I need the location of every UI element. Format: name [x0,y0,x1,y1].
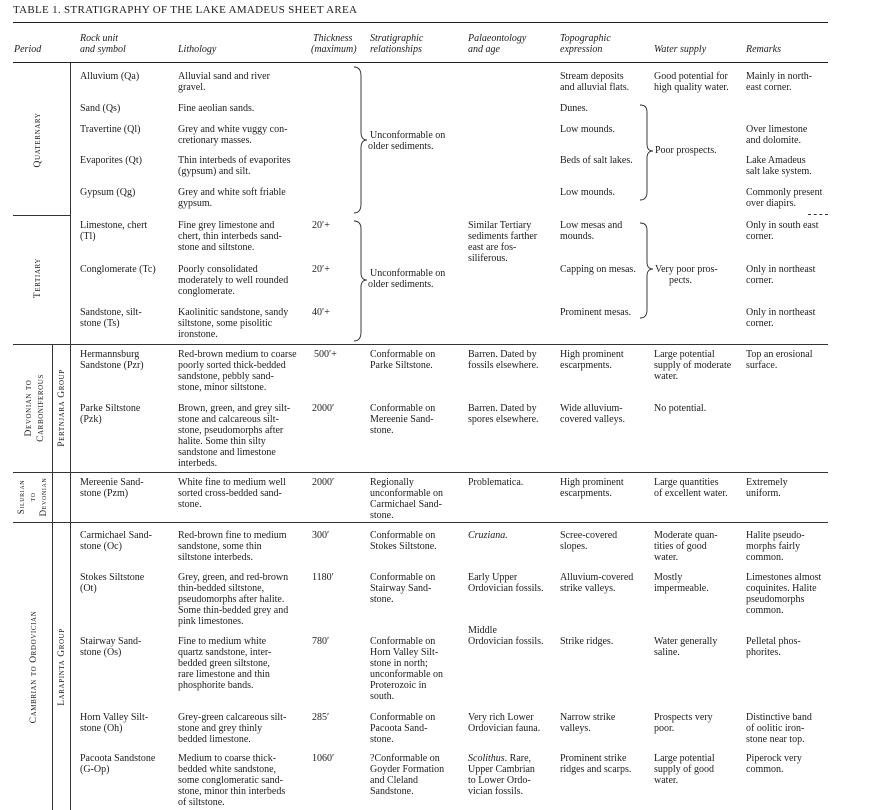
water-line: Large potential [654,349,715,360]
strat-line: Stairway Sand- [370,583,432,594]
header-topo-1: Topographic [560,33,611,44]
remarks-line: Over limestone [746,124,808,135]
quaternary-water-text: Poor prospects. [655,145,717,156]
palaeo-line: Barren. Dated by [468,403,537,414]
unit-line: (Pzk) [80,414,102,425]
lith-line: stone, minor siltstone. [178,382,267,393]
thickness-value: 300′ [312,530,330,541]
remarks-line: east corner. [746,82,792,93]
strat-line: Conformable on [370,403,436,414]
remarks-line: surface. [746,360,778,371]
remarks-line: pseudomorphs [746,594,805,605]
lith-line: pseudomorphs after halite. [178,594,285,605]
lith-line: siltstone, some pisolitic [178,318,273,329]
strat-line: Carmichael Sand- [370,499,442,510]
strat-line: stone. [370,594,394,605]
period-rule-cambrian [13,522,828,523]
lith-line: Medium to coarse thick- [178,753,277,764]
unit-line: Pacoota Sandstone [80,753,156,764]
remarks-line: uniform. [746,488,781,499]
group-column-line-larapinta [52,523,53,810]
period-tertiary: Tertiary [33,257,43,299]
lith-line: Brown, green, and grey silt- [178,403,291,414]
lith-line: thin-bedded siltstone, [178,583,265,594]
remarks-line: morphs fairly [746,541,801,552]
lith-line: interbeds. [178,458,218,469]
unit-line: stone (Ts) [80,318,120,329]
unit-line: Limestone, chert [80,220,148,231]
thickness-value: 780′ [312,636,330,647]
header-water: Water supply [654,44,707,55]
header-lithology: Lithology [178,44,217,55]
strat-line: Conformable on [370,712,436,723]
strat-line: Conformable on [370,349,436,360]
lith-line: gypsum. [178,198,213,209]
water-line: water. [654,552,679,563]
unit-line: Sandstone, silt- [80,307,142,318]
header-period: Period [14,44,42,55]
period-cambrian: Cambrian to Ordovician [29,610,39,724]
header-strat-1: Stratigraphic [370,33,424,44]
lith-line: conglomerate. [178,286,235,297]
unit-line: Sandstone (Pzr) [80,360,144,371]
topo-line: High prominent [560,349,624,360]
unit-line: Mereenie Sand- [80,477,144,488]
lith-line: Red-brown fine to medium [178,530,287,541]
period-silurian-3: Devonian [38,477,48,517]
remarks-line: Only in south east [746,220,819,231]
period-column-line [70,63,71,810]
strat-line: Conformable on [370,572,436,583]
strat-line: Parke Siltstone. [370,360,433,371]
thickness-value: 500′+ [314,349,337,360]
strat-line: Goyder Formation [370,764,445,775]
group-column-line-silurian [52,473,53,522]
lith-line: Some thin-bedded grey and [178,605,289,616]
remarks-line: of oolitic iron- [746,723,805,734]
water-line: Prospects very [654,712,713,723]
unit-line: (Ot) [80,583,97,594]
strat-line: Regionally [370,477,414,488]
lith-line: stone and siltstone. [178,242,255,253]
group-pertnjara: Pertnjara Group [57,369,67,447]
remarks-line: salt lake system. [746,166,812,177]
period-rule-tertiary [13,215,71,216]
tertiary-strat-text-1: Unconformable on [370,268,446,279]
topo-line: Prominent strike [560,753,627,764]
remarks-line: common. [746,605,784,616]
remarks-line: Commonly present [746,187,823,198]
palaeo-line: Ordovician fossils. [468,583,544,594]
strat-line: Horn Valley Silt- [370,647,439,658]
water-line: No potential. [654,403,707,414]
topo-line: High prominent [560,477,624,488]
lith-line: gravel. [178,82,206,93]
remarks-line: phorites. [746,647,781,658]
strat-line: Sandstone. [370,786,414,797]
palaeo-line: vician fossils. [468,786,523,797]
palaeo-line: Ordovician fossils. [468,636,544,647]
lith-line: quartz sandstone, inter- [178,647,272,658]
lith-line: White fine to medium well [178,477,286,488]
palaeo-line: Ordovician fauna. [468,723,541,734]
lith-line: Kaolinitic sandstone, sandy [178,307,289,318]
lith-line: sandstone, some thin [178,541,262,552]
remarks-line: corner. [746,318,774,329]
lith-line: Fine grey limestone and [178,220,275,231]
topo-line: and alluvial flats. [560,82,630,93]
strat-line: Pacoota Sand- [370,723,428,734]
quaternary-strat-text-1: Unconformable on [370,130,446,141]
strat-line: unconformable on [370,488,444,499]
remarks-line: Limestones almost [746,572,822,583]
lith-line: (gypsum) and silt. [178,166,251,177]
remarks-line: coquinites. Halite [746,583,817,594]
header-rule [13,62,828,63]
unit-line: Sand (Qs) [80,103,121,114]
header-strat-2: relationships [370,44,422,55]
lith-line: Fine aeolian sands. [178,103,255,114]
lith-line: sandstone and limestone [178,447,276,458]
period-silurian-1: Silurian [16,479,26,515]
header-thickness-1: Thickness [313,33,353,44]
remarks-line: corner. [746,275,774,286]
tertiary-water-text-1: Very poor pros- [655,264,718,275]
strat-line: stone. [370,425,394,436]
lith-line: phosphorite bands. [178,680,254,691]
palaeo-line: fossils elsewhere. [468,360,539,371]
palaeo-line: Very rich Lower [468,712,534,723]
header-palaeo-2: and age [468,44,500,55]
group-larapinta: Larapinta Group [57,628,67,706]
lith-line: halite. Some thin silty [178,436,266,447]
topo-line: Dunes. [560,103,589,114]
unit-line: Alluvium (Qa) [80,71,140,82]
strat-line: south. [370,691,395,702]
remarks-line: common. [746,552,784,563]
lith-line: ironstone. [178,329,218,340]
thickness-value: 1180′ [312,572,334,583]
water-line: high quality water. [654,82,729,93]
thickness-value: 2000′ [312,477,335,488]
header-topo-2: expression [560,44,603,55]
water-line: saline. [654,647,680,658]
water-line: supply of moderate [654,360,732,371]
period-devonian-2: Carboniferous [36,374,46,442]
genus-name: Scolithus [468,753,505,764]
thickness-value: 1060′ [312,753,335,764]
palaeo-line: Problematica. [468,477,524,488]
lith-line: Fine to medium white [178,636,267,647]
topo-line: Strike ridges. [560,636,614,647]
period-devonian-1: Devonian to [24,379,34,437]
header-palaeo-1: Palaeontology [468,33,527,44]
header-thickness-2: (maximum) [311,44,357,55]
remarks-line: corner. [746,231,774,242]
quaternary-strat-text-2: older sediments. [368,141,434,152]
period-silurian-2: to [27,492,37,502]
topo-line: Stream deposits [560,71,624,82]
period-rule-devonian [13,344,828,345]
unit-line: Travertine (Ql) [80,124,141,135]
strat-line: ?Conformable on [370,753,440,764]
strat-line: Mereenie Sand- [370,414,434,425]
remarks-line: Lake Amadeus [746,155,806,166]
lith-line: Grey and white soft friable [178,187,286,198]
lith-line: Thin interbeds of evaporites [178,155,291,166]
unit-line: Stokes Siltstone [80,572,145,583]
palaeo-line: to Lower Ordo- [468,775,531,786]
thickness-value: 285′ [312,712,330,723]
lith-line: sorted cross-bedded sand- [178,488,282,499]
lith-line: moderately to well rounded [178,275,289,286]
lith-line: of siltstone. [178,797,225,808]
top-rule [13,22,828,23]
lith-line: stone and calcareous silt- [178,414,279,425]
topo-line: Wide alluvium- [560,403,623,414]
lith-line: bedded limestone. [178,734,251,745]
thickness-value: 20′+ [312,220,330,231]
topo-line: Beds of salt lakes. [560,155,633,166]
palaeo-line: spores elsewhere. [468,414,539,425]
period-rule-silurian [13,472,828,473]
unit-line: Parke Siltstone [80,403,141,414]
unit-line: Stairway Sand- [80,636,142,647]
topo-line: Low mesas and [560,220,623,231]
lith-line: stone, minor thin interbeds [178,786,286,797]
lith-line: sandstone, pebbly sand- [178,371,274,382]
water-line: Large quantities [654,477,719,488]
unit-line: Carmichael Sand- [80,530,152,541]
lith-line: poorly sorted thick-bedded [178,360,286,371]
lith-line: Grey and white vuggy con- [178,124,288,135]
water-line: impermeable. [654,583,709,594]
palaeo-line: Similar Tertiary [468,220,532,231]
unit-line: stone (Oc) [80,541,122,552]
remarks-line: Mainly in north- [746,71,813,82]
remarks-line: Halite pseudo- [746,530,805,541]
water-line: Good potential for [654,71,728,82]
topo-line: mounds. [560,231,595,242]
strat-line: stone. [370,734,394,745]
lith-line: pink limestones. [178,616,244,627]
lith-line: some conglomeratic sand- [178,775,283,786]
strat-line: and Cleland [370,775,419,786]
lith-line: stone, pseudomorphs after [178,425,284,436]
strat-line: stone in north; [370,658,428,669]
palaeo-line: siliferous. [468,253,508,264]
topo-line: Narrow strike [560,712,616,723]
lith-line: bedded white sandstone, [178,764,277,775]
brace-quaternary-strat [352,66,372,214]
unit-line: Evaporites (Qt) [80,155,142,166]
water-line: water. [654,775,679,786]
water-line: water. [654,371,679,382]
unit-line: (G-Op) [80,764,110,775]
water-line: poor. [654,723,675,734]
palaeo-line: Barren. Dated by [468,349,537,360]
water-line: Large potential [654,753,715,764]
remarks-line: Only in northeast [746,264,816,275]
palaeo-line: Early Upper [468,572,518,583]
water-line: supply of good [654,764,714,775]
topo-line: Low mounds. [560,124,615,135]
lith-line: Red-brown medium to coarse [178,349,297,360]
unit-line: Conglomerate (Tc) [80,264,156,275]
lith-line: Grey, green, and red-brown [178,572,289,583]
strat-line: Conformable on [370,530,436,541]
tertiary-water-text-2: pects. [669,275,693,286]
unit-line: stone (Pzm) [80,488,129,499]
strat-line: Stokes Siltstone. [370,541,437,552]
remarks-dash [808,214,828,215]
remarks-line: common. [746,764,784,775]
thickness-value: 2000′ [312,403,335,414]
lith-line: rare limestone and thin [178,669,270,680]
period-quaternary: Quaternary [33,112,43,168]
strat-line: Proterozoic in [370,680,427,691]
remarks-line: Extremely [746,477,788,488]
palaeo-line: Scolithus. Rare, [468,753,532,764]
topo-line: escarpments. [560,360,612,371]
water-line: Moderate quan- [654,530,718,541]
table-title: TABLE 1. STRATIGRAPHY OF THE LAKE AMADEUS SHEET AREA [13,4,358,16]
topo-line: Alluvium-covered [560,572,634,583]
water-line: Mostly [654,572,683,583]
palaeo-line: Cruziana. [468,530,508,541]
water-line: Water generally [654,636,718,647]
tertiary-strat-text-2: older sediments. [368,279,434,290]
thickness-value: 20′+ [312,264,330,275]
lith-line: Poorly consolidated [178,264,258,275]
lith-line: cretionary masses. [178,135,252,146]
remarks-line: Pelletal phos- [746,636,801,647]
topo-line: slopes. [560,541,588,552]
unit-line: (Tl) [80,231,96,242]
topo-line: escarpments. [560,488,612,499]
lith-line: Grey-green calcareous silt- [178,712,287,723]
strat-line: Conformable on [370,636,436,647]
topo-line: Low mounds. [560,187,615,198]
palaeo-line: east are fos- [468,242,517,253]
remarks-line: and dolomite. [746,135,801,146]
topo-line: strike valleys. [560,583,616,594]
palaeo-line: sediments farther [468,231,538,242]
remarks-line: over diapirs. [746,198,796,209]
unit-line: Gypsum (Qg) [80,187,136,198]
water-line: of excellent water. [654,488,728,499]
unit-line: stone (Os) [80,647,122,658]
strat-line: stone. [370,510,394,521]
strat-line: unconformable on [370,669,444,680]
topo-line: Prominent mesas. [560,307,632,318]
palaeo-line: Upper Cambrian [468,764,535,775]
group-column-line-pertnjara [52,345,53,472]
remarks-line: Distinctive band [746,712,812,723]
header-unit-2: and symbol [80,44,126,55]
lith-line: chert, thin interbeds sand- [178,231,282,242]
remarks-line: Top an erosional [746,349,813,360]
remarks-line: Only in northeast [746,307,816,318]
topo-line: covered valleys. [560,414,625,425]
unit-line: stone (Oh) [80,723,123,734]
header-unit-1: Rock unit [80,33,119,44]
topo-line: Scree-covered [560,530,618,541]
lith-line: Alluvial sand and river [178,71,270,82]
lith-line: bedded green siltstone, [178,658,270,669]
lith-line: siltstone interbeds. [178,552,253,563]
topo-line: valleys. [560,723,591,734]
palaeo-line: Middle [468,625,497,636]
unit-line: Hermannsburg [80,349,140,360]
lith-line: stone. [178,499,202,510]
topo-line: Capping on mesas. [560,264,636,275]
topo-line: ridges and scarps. [560,764,632,775]
remarks-line: stone near top. [746,734,805,745]
remarks-line: Piperock very [746,753,802,764]
unit-line: Horn Valley Silt- [80,712,149,723]
header-remarks: Remarks [746,44,781,55]
water-line: tities of good [654,541,707,552]
thickness-value: 40′+ [312,307,330,318]
lith-line: stone and grey thinly [178,723,263,734]
